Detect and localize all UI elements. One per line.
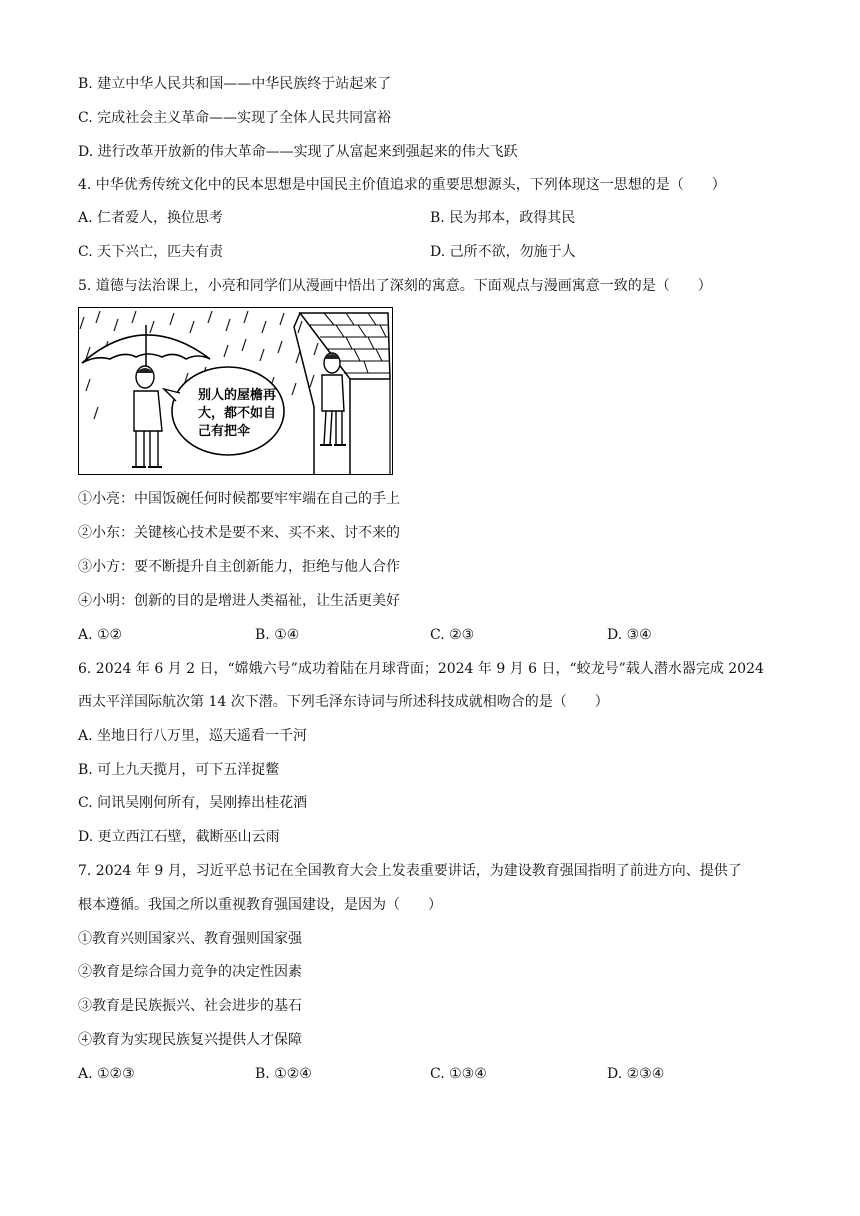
- q4-option-d: D. 己所不欲，勿施于人: [430, 244, 576, 260]
- q6-stem-line-1: 6. 2024 年 6 月 2 日，“嫦娥六号”成功着陆在月球背面；2024 年 9 月 6 日，“蛟龙号”载人潜水器完成 2024: [78, 661, 764, 677]
- q5-option-b: B. ①④: [255, 627, 300, 643]
- q7-item-2: ②教育是综合国力竞争的决定性因素: [78, 964, 302, 980]
- bubble-line-3: 己有把伞: [198, 424, 251, 439]
- q7-item-1: ①教育兴则国家兴、教育强则国家强: [78, 931, 302, 947]
- q7-option-b: B. ①②④: [255, 1066, 312, 1082]
- q4-option-b: B. 民为邦本，政得其民: [430, 210, 576, 226]
- bubble-line-2: 大，都不如自: [198, 406, 277, 421]
- q6-stem-line-2: 西太平洋国际航次第 14 次下潜。下列毛泽东诗词与所述科技成就相吻合的是（ ）: [78, 694, 609, 710]
- q3-option-d: D. 进行改革开放新的伟大革命——实现了从富起来到强起来的伟大飞跃: [78, 144, 518, 160]
- q5-item-1: ①小亮：中国饭碗任何时候都要牢牢端在自己的手上: [78, 491, 400, 507]
- q5-item-4: ④小明：创新的目的是增进人类福祉，让生活更美好: [78, 593, 400, 609]
- q7-option-d: D. ②③④: [607, 1066, 665, 1082]
- q6-option-c: C. 问讯吴刚何所有，吴刚捧出桂花酒: [78, 795, 308, 811]
- q4-option-c: C. 天下兴亡，匹夫有责: [78, 244, 224, 260]
- q7-option-c: C. ①③④: [430, 1066, 487, 1082]
- q6-option-a: A. 坐地日行八万里，巡天遥看一千河: [78, 728, 308, 744]
- q3-option-c: C. 完成社会主义革命——实现了全体人民共同富裕: [78, 110, 392, 126]
- q4-stem: 4. 中华优秀传统文化中的民本思想是中国民主价值追求的重要思想源头，下列体现这一思想的是（ ）: [78, 177, 726, 193]
- q4-option-a: A. 仁者爱人，换位思考: [78, 210, 224, 226]
- q7-item-4: ④教育为实现民族复兴提供人才保障: [78, 1032, 302, 1048]
- q3-option-b: B. 建立中华人民共和国——中华民族终于站起来了: [78, 76, 392, 92]
- q5-item-3: ③小方：要不断提升自主创新能力，拒绝与他人合作: [78, 559, 400, 575]
- q7-stem-line-1: 7. 2024 年 9 月，习近平总书记在全国教育大会上发表重要讲话，为建设教育强国指明了前进方向、提供了: [78, 863, 742, 879]
- q7-stem-line-2: 根本遵循。我国之所以重视教育强国建设，是因为（ ）: [78, 897, 442, 913]
- q5-option-c: C. ②③: [430, 627, 475, 643]
- q6-option-d: D. 更立西江石壁，截断巫山云雨: [78, 829, 280, 845]
- q5-item-2: ②小东：关键核心技术是要不来、买不来、讨不来的: [78, 525, 400, 541]
- q5-stem: 5. 道德与法治课上，小亮和同学们从漫画中悟出了深刻的寓意。下面观点与漫画寓意一致的是（ ）: [78, 278, 712, 294]
- cartoon-umbrella-image: [78, 307, 393, 475]
- q5-option-a: A. ①②: [78, 627, 123, 643]
- q7-item-3: ③教育是民族振兴、社会进步的基石: [78, 998, 302, 1014]
- q7-option-a: A. ①②③: [78, 1066, 135, 1082]
- q5-option-d: D. ③④: [607, 627, 652, 643]
- q6-option-b: B. 可上九天揽月，可下五洋捉鳖: [78, 762, 280, 778]
- bubble-line-1: 别人的屋檐再: [198, 388, 277, 403]
